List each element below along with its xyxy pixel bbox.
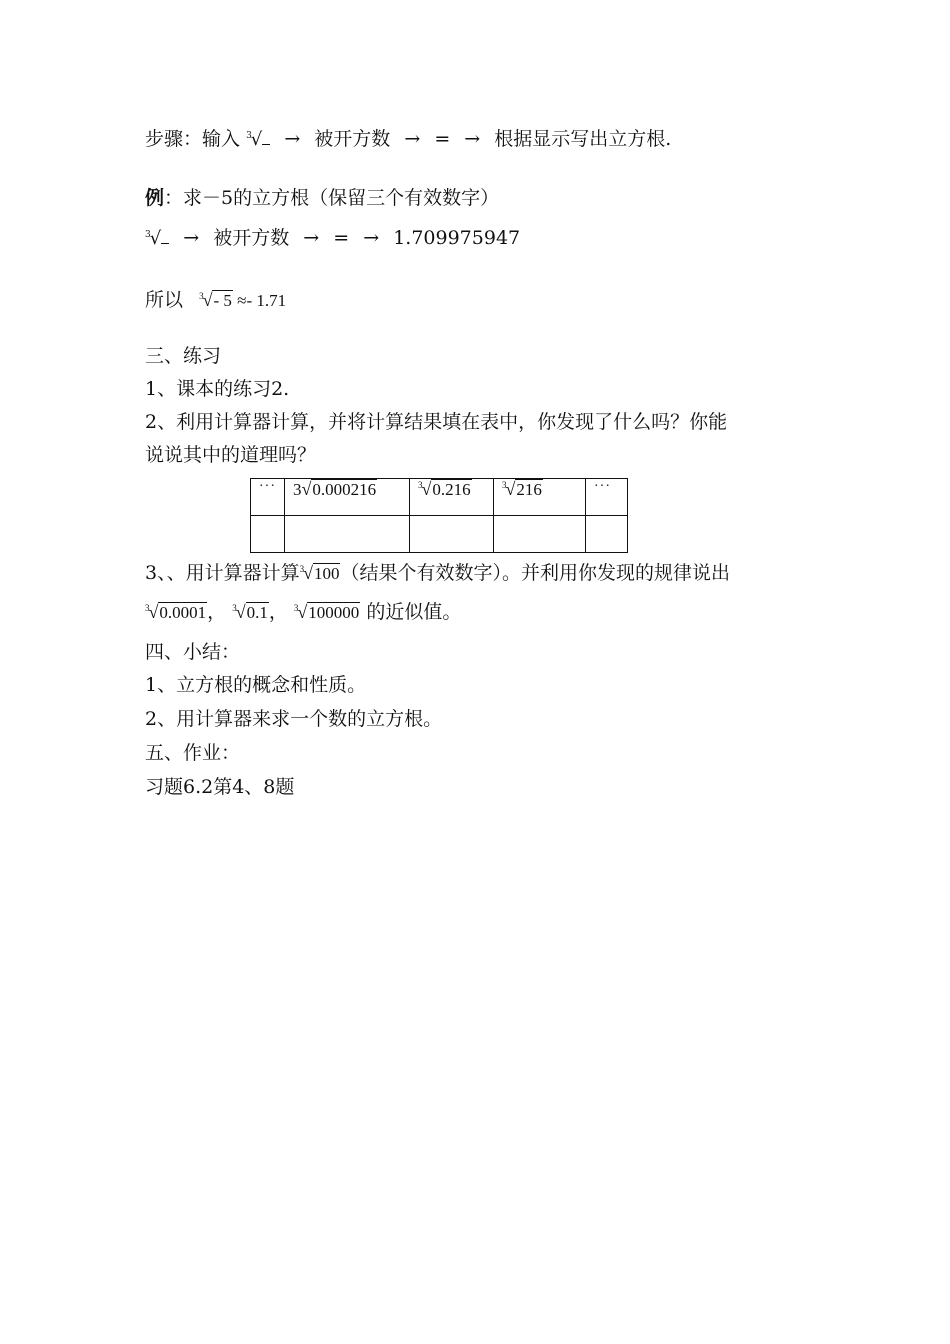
- cube-root-key: $^3$√: [246, 127, 270, 155]
- steps-equals: =: [434, 128, 451, 150]
- separator: ，: [268, 601, 288, 623]
- example-line: [145, 186, 499, 210]
- table-cell-empty[interactable]: [410, 516, 494, 553]
- arrow-icon: →: [183, 227, 200, 249]
- item3-suffix: （结果个有效数字）。并利用你发现的规律说出: [340, 562, 730, 584]
- summary-item-1: 1、立方根的概念和性质。: [145, 674, 367, 696]
- practice-item-3-values: $^3$√0.0001， $^3$√0.1， $^3$√100000 的近似值。: [145, 601, 462, 623]
- radical-index: 3: [293, 480, 302, 499]
- practice-item-1: 1、课本的练习2.: [145, 378, 290, 400]
- approx-value: ≈- 1.71: [237, 291, 287, 310]
- radicand: 100000: [308, 603, 360, 622]
- cube-root-key: $^3$√: [145, 226, 169, 254]
- table-cell: 3√0.000216: [285, 479, 410, 516]
- table-cell-empty[interactable]: [285, 516, 410, 553]
- example-result: 1.709975947: [393, 227, 521, 249]
- item3-prefix: 3、、用计算器计算: [145, 562, 300, 584]
- practice-item-2-line-2: 说说其中的道理吗？: [145, 444, 317, 466]
- practice-heading: 三、练习: [145, 345, 222, 367]
- summary-heading: 四、小结：: [145, 641, 241, 663]
- radical-index: 3: [232, 603, 237, 613]
- arrow-icon: →: [303, 227, 320, 249]
- table-cell-empty[interactable]: [494, 516, 586, 553]
- radical-index: 3: [145, 230, 151, 240]
- steps-line: [145, 127, 671, 155]
- arrow-icon: →: [404, 128, 421, 150]
- practice-item-2-line-1: 2、利用计算器计算，并将计算结果填在表中，你发现了什么吗？你能: [145, 411, 728, 433]
- example-equals: =: [333, 227, 350, 249]
- table-cell-empty[interactable]: [586, 516, 628, 553]
- table-cell: $^3$√216: [494, 479, 586, 516]
- ellipsis: ···: [594, 479, 611, 494]
- example-label: 例: [145, 187, 165, 209]
- arrow-icon: →: [363, 227, 380, 249]
- item3b-suffix: 的近似值。: [366, 601, 462, 623]
- homework-heading: 五、作业：: [145, 742, 241, 764]
- conclusion-line: [145, 288, 286, 315]
- radicand: 0.216: [432, 480, 471, 499]
- radical-index: 3: [246, 131, 252, 141]
- radicand: 0.0001: [159, 603, 207, 622]
- radical-index: 3: [145, 603, 150, 613]
- arrow-icon: →: [284, 128, 301, 150]
- steps-radicand: 被开方数: [314, 128, 391, 150]
- practice-item-3: 3、、用计算器计算$^3$√100（结果个有效数字）。并利用你发现的规律说出: [145, 562, 730, 584]
- conclusion-expression: $^3$√- 5 ≈- 1.71: [199, 290, 287, 310]
- steps-prefix: 步骤：输入: [145, 128, 241, 150]
- conclusion-prefix: 所以: [145, 289, 184, 311]
- arrow-icon: →: [464, 128, 481, 150]
- table-row: [251, 479, 628, 516]
- table-cell: $^3$√0.216: [410, 479, 494, 516]
- radical-index: 3: [418, 480, 423, 490]
- steps-suffix: 根据显示写出立方根.: [494, 128, 672, 150]
- radical-index: 3: [199, 291, 204, 301]
- radical-index: 3: [299, 564, 305, 574]
- homework-item: 习题6.2第4、8题: [145, 776, 295, 798]
- radical-index: 3: [502, 480, 507, 490]
- calculation-table: [250, 478, 628, 553]
- example-radicand: 被开方数: [213, 227, 290, 249]
- radicand: 0.1: [246, 603, 268, 622]
- table-cell: [586, 479, 628, 516]
- summary-item-2: 2、用计算器来求一个数的立方根。: [145, 708, 443, 730]
- radicand: 216: [516, 480, 542, 499]
- example-text: ：求－5的立方根（保留三个有效数字）: [164, 187, 500, 209]
- radicand: - 5: [213, 291, 232, 310]
- radicand: 0.000216: [312, 480, 377, 499]
- ellipsis: ···: [259, 479, 276, 494]
- table-row: [251, 516, 628, 553]
- separator: ，: [207, 601, 227, 623]
- radicand: 100: [313, 564, 340, 583]
- radical-index: 3: [293, 603, 299, 613]
- example-keys-line: [145, 226, 520, 254]
- table-cell: [251, 479, 285, 516]
- table-cell-empty[interactable]: [251, 516, 285, 553]
